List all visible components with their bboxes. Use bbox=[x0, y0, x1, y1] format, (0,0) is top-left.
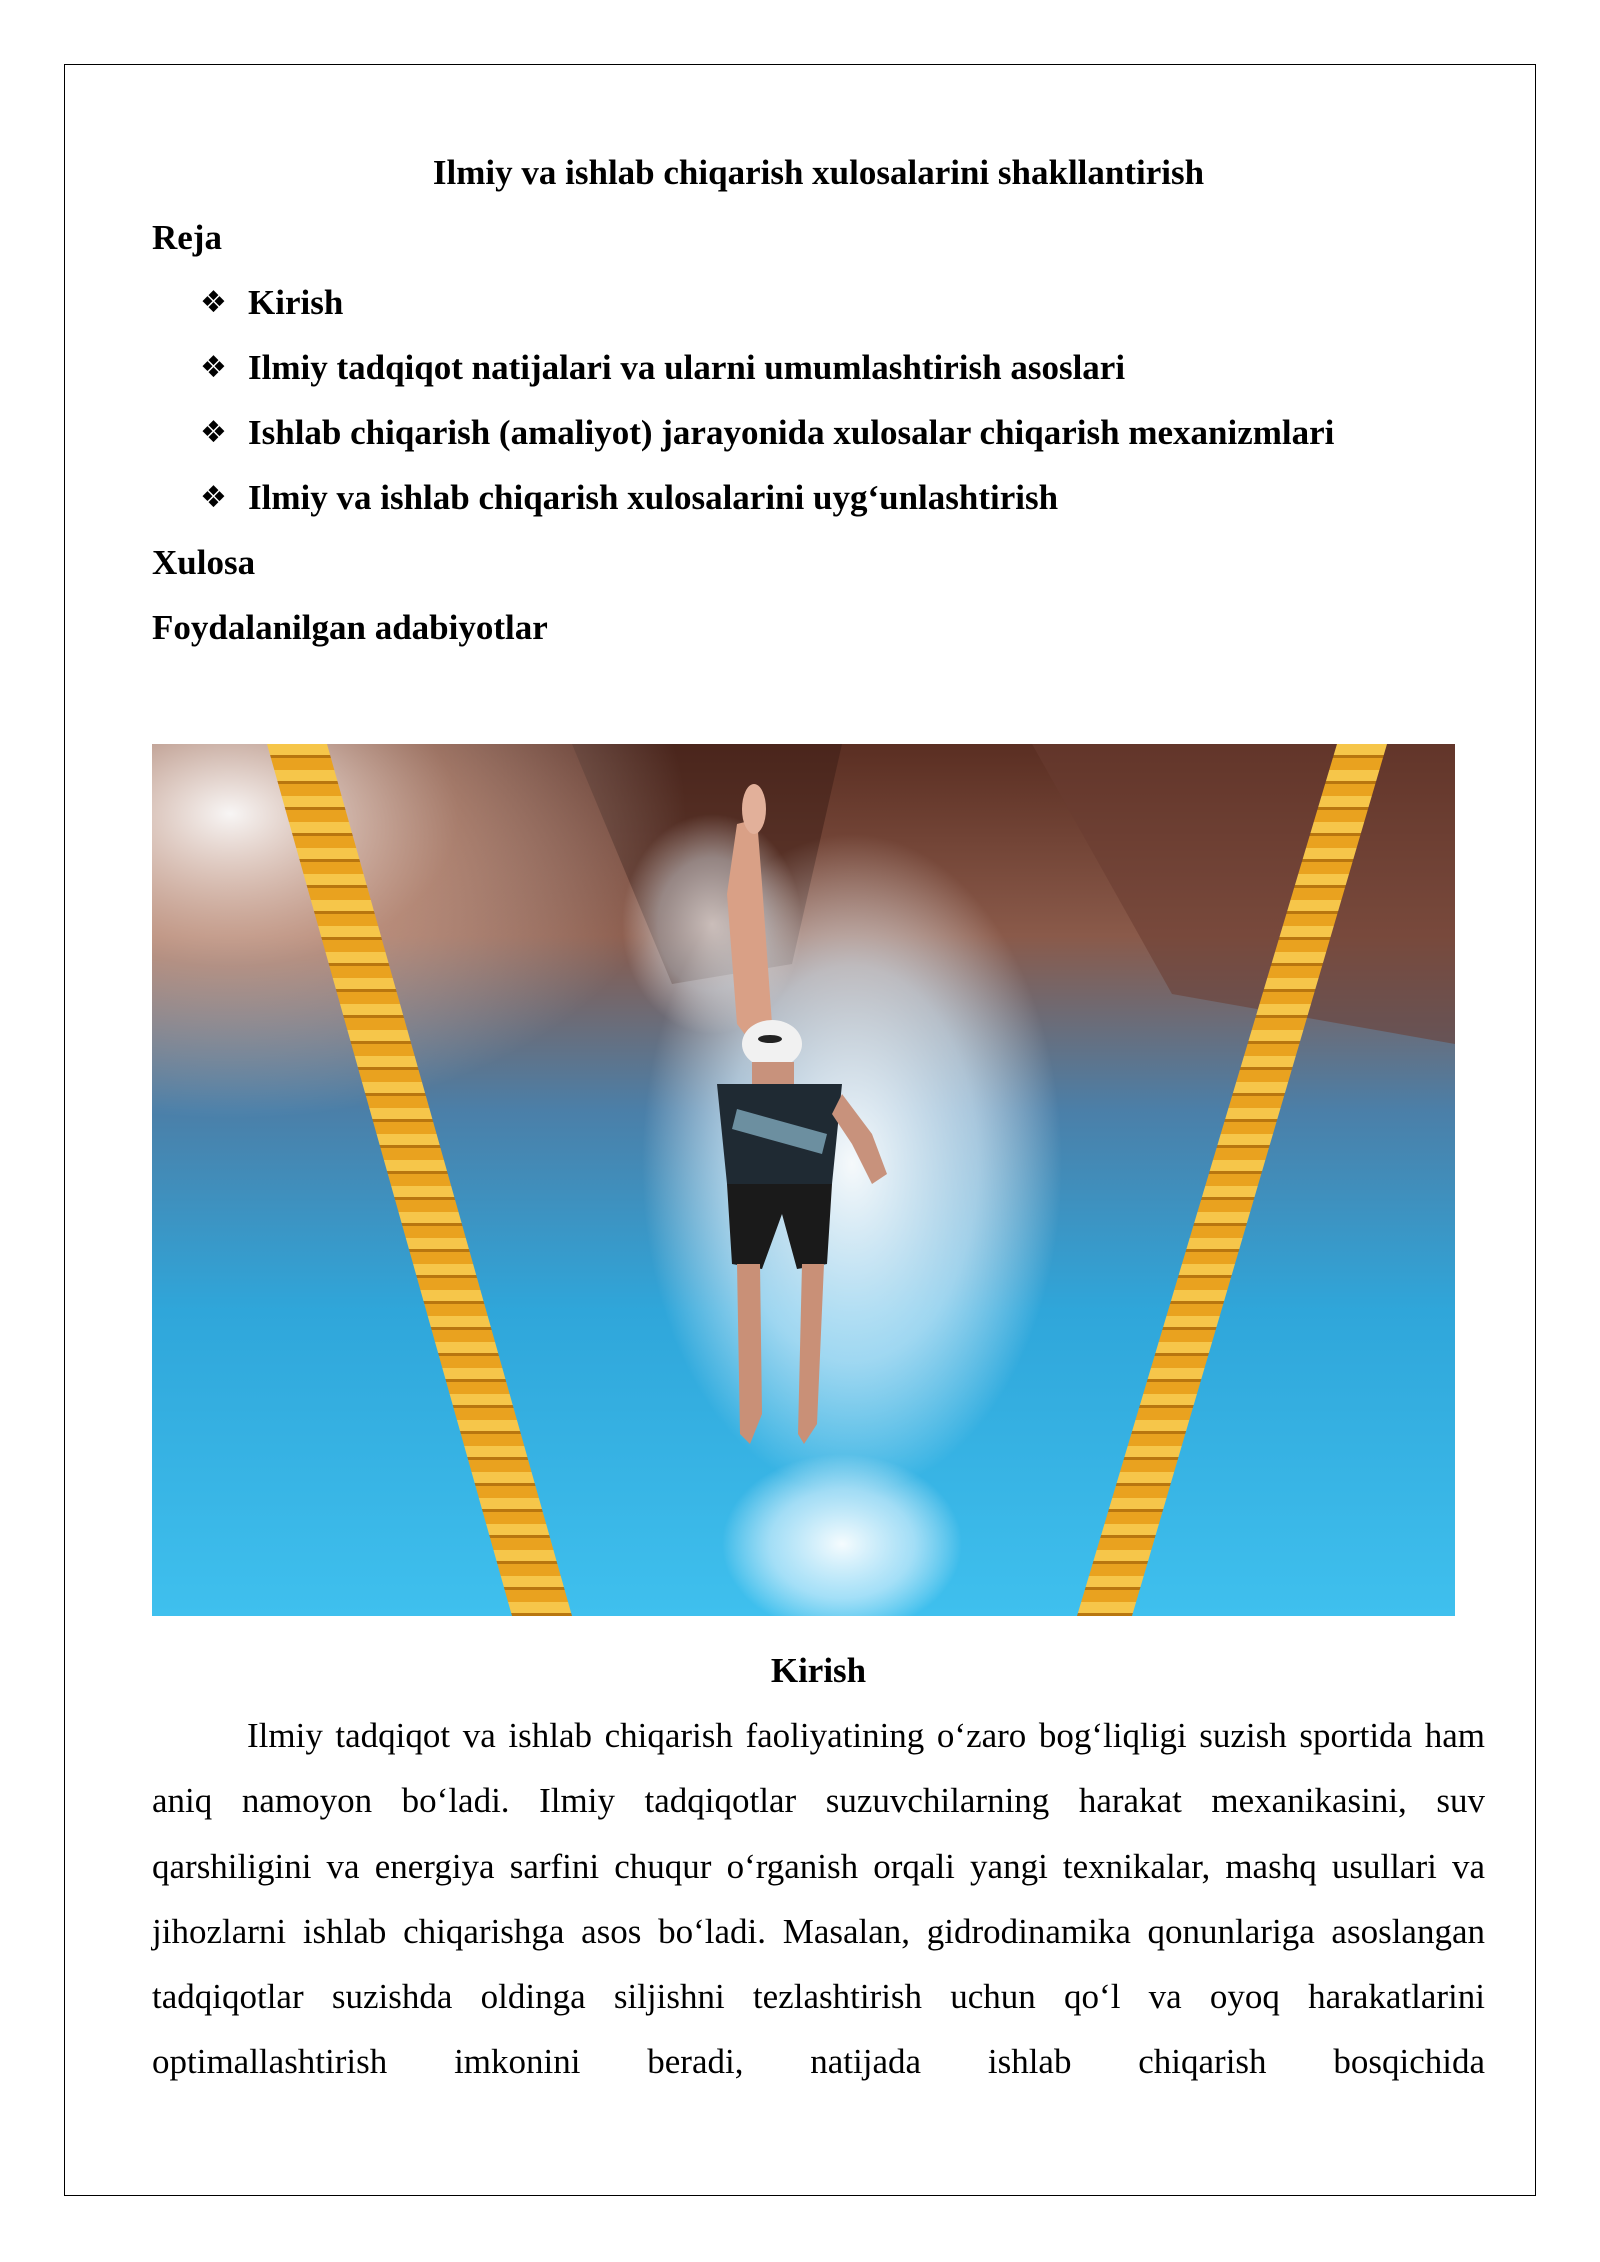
section-title: Kirish bbox=[770, 1651, 867, 1690]
plan-item-label: Kirish bbox=[248, 283, 344, 322]
plan-item-label: Ilmiy tadqiqot natijalari va ularni umumlashtirish asoslari bbox=[248, 348, 1126, 387]
plan-item bbox=[152, 465, 1485, 530]
plan-item bbox=[152, 270, 1485, 335]
references-heading: Foydalanilgan adabiyotlar bbox=[152, 608, 548, 647]
intro-paragraph: Ilmiy tadqiqot va ishlab chiqarish faoliyatining o‘zaro bog‘liqligi suzish sportida ham aniq namoyon bo‘ladi. Ilmiy tadqiqotlar suzuvchilarning harakat mexanikasini, suv qarshiligini va energiya sarfini chuqur o‘rganish orqali yangi texnikalar, mashq usullari va jihozlarni ishlab chiqarishga asos bo‘ladi. Masalan, gidrodinamika qonunlariga asoslangan tadqiqotlar suzishda oldinga siljishni tezlashtirish uchun qo‘l va oyoq harakatlarini optimallashtirish imkonini beradi, natijada ishlab chiqarish bosqichida bbox=[152, 1716, 1485, 2082]
page-content bbox=[152, 140, 1485, 2095]
diamond-bullet-icon: ❖ bbox=[200, 350, 227, 385]
plan-item bbox=[152, 335, 1485, 400]
plan-heading: Reja bbox=[152, 218, 222, 257]
plan-item-label: Ishlab chiqarish (amaliyot) jarayonida xulosalar chiqarish mexanizmlari bbox=[248, 413, 1335, 452]
diamond-bullet-icon: ❖ bbox=[200, 285, 227, 320]
diamond-bullet-icon: ❖ bbox=[200, 480, 227, 515]
plan-list bbox=[152, 270, 1485, 530]
plan-item bbox=[152, 400, 1485, 465]
swimmer-photo bbox=[152, 744, 1455, 1616]
plan-item-label: Ilmiy va ishlab chiqarish xulosalarini uyg‘unlashtirish bbox=[248, 478, 1059, 517]
document-title: Ilmiy va ishlab chiqarish xulosalarini shakllantirish bbox=[432, 153, 1205, 192]
conclusion-heading: Xulosa bbox=[152, 543, 256, 582]
diamond-bullet-icon: ❖ bbox=[200, 415, 227, 450]
